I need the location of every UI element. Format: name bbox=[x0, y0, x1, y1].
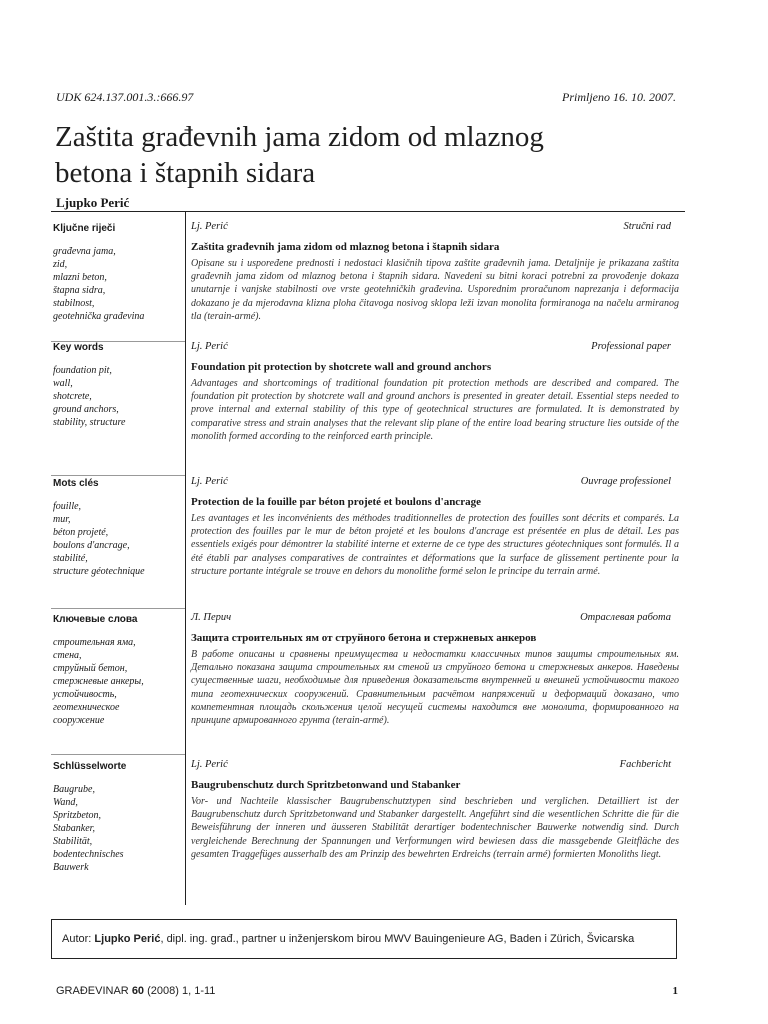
keywords-block-hr bbox=[53, 223, 183, 323]
keywords-block-fr bbox=[53, 478, 183, 578]
keywords-separator bbox=[51, 608, 185, 609]
keywords-block-en bbox=[53, 342, 183, 429]
paper-title: Zaštita građevnih jama zidom od mlaznog betona i štapnih sidara bbox=[55, 121, 544, 189]
paper-author: Ljupko Perić bbox=[56, 195, 130, 210]
keyword: stabilnost, bbox=[53, 298, 95, 309]
keyword: Wand, bbox=[53, 797, 78, 808]
keywords-list bbox=[53, 364, 183, 429]
abstract-meta bbox=[191, 221, 679, 235]
keywords-heading: Key words bbox=[53, 342, 104, 353]
journal-issue: (2008) 1, 1-11 bbox=[147, 985, 216, 997]
keyword: wall, bbox=[53, 378, 73, 389]
journal-footer bbox=[56, 985, 215, 997]
abstract-author: Lj. Perić bbox=[191, 341, 228, 352]
keyword: béton projeté, bbox=[53, 527, 109, 538]
paper-type: Stručni rad bbox=[623, 221, 671, 232]
keyword: строительная яма, bbox=[53, 637, 136, 648]
paper-type: Fachbericht bbox=[619, 759, 671, 770]
abstract-author: Л. Перич bbox=[191, 612, 232, 623]
column-divider bbox=[185, 212, 186, 905]
keywords-list bbox=[53, 636, 183, 727]
author-label: Autor: bbox=[62, 933, 92, 945]
abstract-text: Advantages and shortcomings of traditional foundation pit protection methods are described and compared. The foundation pit protection by shotcrete wall and ground anchors is presented in greater detail. Essential steps needed to prove internal and external stability of this type of geotechnical structures are formulated. It is demonstrated by comparative stress and strain analyses that the relevant slip plane of the entire load bearing structure lies outside of the monolith formed according to the reinforced earth principle. bbox=[191, 378, 679, 442]
abstract-block-de bbox=[191, 759, 679, 861]
abstract-text: Vor- und Nachteile klassischer Baugrubenschutztypen sind beschrieben und verglichen. Detailliert ist der Baugrubenschutz durch Spritzbetonwand und Stabanker dargestellt. Angeführt sind die wesentlichen Schritte die für die Beweisführung der inneren und äusseren Stabilität derartiger bodentechnischer Bauwerke notwendig sind. Durch vergleichende Berechnung der Spannungen und Verformungen wird bewiesen dass die massgebende Gleitfläche des gesamten Traggefüges ausserhalb des am Prinzip des bewehrten Erdreichs (terrain armé) formierten Monoliths liegt. bbox=[191, 796, 679, 860]
keywords-block-de bbox=[53, 761, 183, 874]
paper-type: Отраслевая работа bbox=[580, 612, 671, 623]
keyword: structure géotechnique bbox=[53, 566, 145, 577]
abstract-block-hr bbox=[191, 221, 679, 323]
journal-name: GRAĐEVINAR bbox=[56, 985, 129, 997]
keywords-list bbox=[53, 783, 183, 874]
abstract-author: Lj. Perić bbox=[191, 759, 228, 770]
abstract-block-en bbox=[191, 341, 679, 443]
keyword: ground anchors, bbox=[53, 404, 119, 415]
abstract-author: Lj. Perić bbox=[191, 221, 228, 232]
author-name: Ljupko Perić bbox=[94, 933, 161, 945]
abstract-block-fr bbox=[191, 476, 679, 578]
keyword: građevna jama, bbox=[53, 246, 116, 257]
keywords-heading: Mots clés bbox=[53, 478, 99, 489]
keyword: shotcrete, bbox=[53, 391, 92, 402]
keywords-heading: Ključne riječi bbox=[53, 223, 116, 234]
abstract-title: Foundation pit protection by shotcrete wall and ground anchors bbox=[191, 361, 492, 373]
keyword: bodentechnisches bbox=[53, 849, 124, 860]
paper-type: Professional paper bbox=[591, 341, 671, 352]
udk-code: UDK 624.137.001.3.:666.97 bbox=[56, 90, 194, 104]
header-rule bbox=[51, 211, 685, 212]
keyword: стена, bbox=[53, 650, 82, 661]
keyword: Baugrube, bbox=[53, 784, 95, 795]
abstract-meta bbox=[191, 476, 679, 490]
abstract-meta bbox=[191, 612, 679, 626]
keywords-block-ru bbox=[53, 614, 183, 727]
keyword: geotehnička građevina bbox=[53, 311, 145, 322]
abstract-title: Zaštita građevnih jama zidom od mlaznog betona i štapnih sidara bbox=[191, 241, 500, 253]
keyword: струйный бетон, bbox=[53, 663, 128, 674]
keywords-separator bbox=[51, 475, 185, 476]
received-date: Primljeno 16. 10. 2007. bbox=[562, 90, 676, 104]
keywords-list bbox=[53, 245, 183, 323]
keyword: stabilité, bbox=[53, 553, 88, 564]
keyword: boulons d'ancrage, bbox=[53, 540, 130, 551]
author-info-box bbox=[51, 919, 677, 959]
abstract-author: Lj. Perić bbox=[191, 476, 228, 487]
abstract-meta bbox=[191, 341, 679, 355]
abstract-title: Защита строительных ям от струйного бетона и стержневых анкеров bbox=[191, 632, 537, 644]
keywords-separator bbox=[51, 754, 185, 755]
keyword: стержневые анкеры, bbox=[53, 676, 144, 687]
abstract-text: Opisane su i uspoređene prednosti i nedostaci klasičnih tipova zaštite građevnih jama. Detaljnije je prikazana zaštita građevnih jama zidom od mlaznog betona i štapnih sidara. Navedeni su bitni koraci potrebni za provođenje dokaza unutarnje i vanjske stabilnosti ove vrste geotehničkih građevina. Usporednim proračunom naprezanja i deformacija dokazano je da mjerodavna klizna ploha čitavoga nosivog sklopa leži izvan monolita formiranoga na načelu armiranog tla (terain-armé). bbox=[191, 258, 679, 322]
keyword: foundation pit, bbox=[53, 365, 112, 376]
keyword: fouille, bbox=[53, 501, 82, 512]
page-number: 1 bbox=[672, 985, 678, 997]
keyword: mur, bbox=[53, 514, 71, 525]
keyword: stability, structure bbox=[53, 417, 126, 428]
keyword: геотехническое bbox=[53, 702, 120, 713]
abstract-text: В работе описаны и сравнены преимущества и недостатки классичных типов защиты строительных ям. Детально показана защита строительных ям стеной из струйного бетона и стержневых анкеров. Наведены существенные шаги, необходимые для приведения доказательств внутренней и внешней устойчивости такого типа геотехнических сооружений. Сравнительным расчётом напряжений и деформаций доказано, что компетентная площадь скольжения целой несущей системы находится вне монолита, формированного на принципе армированного грунта (terain-armé). bbox=[191, 649, 679, 727]
keyword: устойчивость, bbox=[53, 689, 117, 700]
keyword: mlazni beton, bbox=[53, 272, 107, 283]
keywords-list bbox=[53, 500, 183, 578]
abstract-meta bbox=[191, 759, 679, 773]
keyword: zid, bbox=[53, 259, 68, 270]
abstract-text: Les avantages et les inconvénients des méthodes traditionnelles de protection des fouilles sont décrits et comparés. La protection des fouilles par le mur de béton projeté et les boulons d'ancrage est présentée en plus de détail. Les pas essentiels exigés pour démontrer la stabilité interne et externe de ce type des structures géotechniques sont formulés. Il a été établi par analyses comparatives de contraintes et déformations que la surface de glissement pertinente pour la structure portante intégrale se trouve en dehors du monolithe formé selon le principe du terrain armé. bbox=[191, 513, 679, 577]
abstract-title: Protection de la fouille par béton projeté et boulons d'ancrage bbox=[191, 496, 481, 508]
abstract-block-ru bbox=[191, 612, 679, 727]
journal-volume: 60 bbox=[131, 985, 145, 997]
keywords-heading: Schlüsselworte bbox=[53, 761, 127, 772]
author-details: , dipl. ing. građ., partner u inženjerskom birou MWV Bauingenieure AG, Baden i Zürich, Švicarska bbox=[160, 933, 635, 945]
keyword: Stabanker, bbox=[53, 823, 95, 834]
keyword: Bauwerk bbox=[53, 862, 89, 873]
keyword: Stabilität, bbox=[53, 836, 93, 847]
keywords-heading: Ключевые слова bbox=[53, 614, 138, 625]
paper-type: Ouvrage professionel bbox=[580, 476, 671, 487]
abstract-title: Baugrubenschutz durch Spritzbetonwand und Stabanker bbox=[191, 779, 461, 791]
keyword: сооружение bbox=[53, 715, 105, 726]
keyword: štapna sidra, bbox=[53, 285, 106, 296]
keyword: Spritzbeton, bbox=[53, 810, 102, 821]
